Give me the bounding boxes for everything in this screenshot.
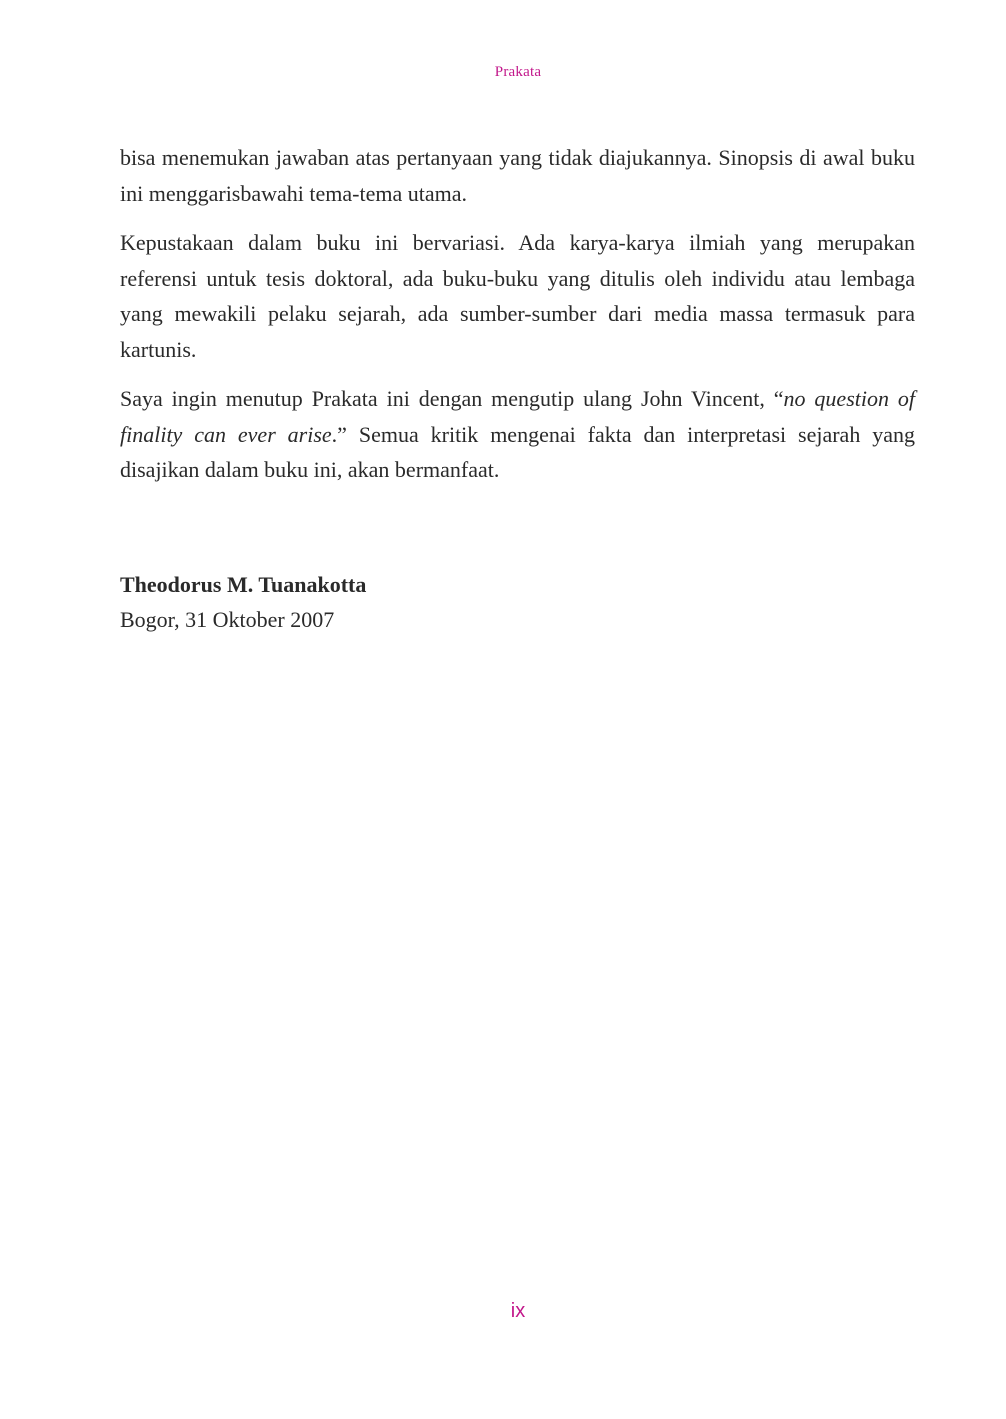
quote-intro-text: Saya ingin menutup Prakata ini dengan mengutip ulang John Vincent, “ xyxy=(120,386,784,411)
body-text xyxy=(120,140,915,502)
running-head-title: Prakata xyxy=(494,64,542,80)
place-date: Bogor, 31 Oktober 2007 xyxy=(120,607,335,632)
quote-outro-text: .” Semua kritik mengenai fakta dan interpretasi sejarah yang disajikan dalam buku ini, akan bermanfaat. xyxy=(120,421,915,482)
paragraph-with-quote xyxy=(120,381,915,488)
paragraph: Kepustakaan dalam buku ini bervariasi. Ada karya-karya ilmiah yang merupakan referensi untuk tesis doktoral, ada buku-buku yang ditulis oleh individu atau lembaga yang mewakili pelaku sejarah, ada sumber-sumber dari media massa termasuk para kartunis. xyxy=(120,230,915,362)
quoted-phrase: no question of finality can ever arise xyxy=(120,386,915,447)
page-number: ix xyxy=(510,1300,526,1322)
paragraph: bisa menemukan jawaban atas pertanyaan yang tidak diajukannya. Sinopsis di awal buku ini menggarisbawahi tema-tema utama. xyxy=(120,145,915,206)
author-name: Theodorus M. Tuanakotta xyxy=(120,572,367,597)
signature-block xyxy=(120,567,366,637)
